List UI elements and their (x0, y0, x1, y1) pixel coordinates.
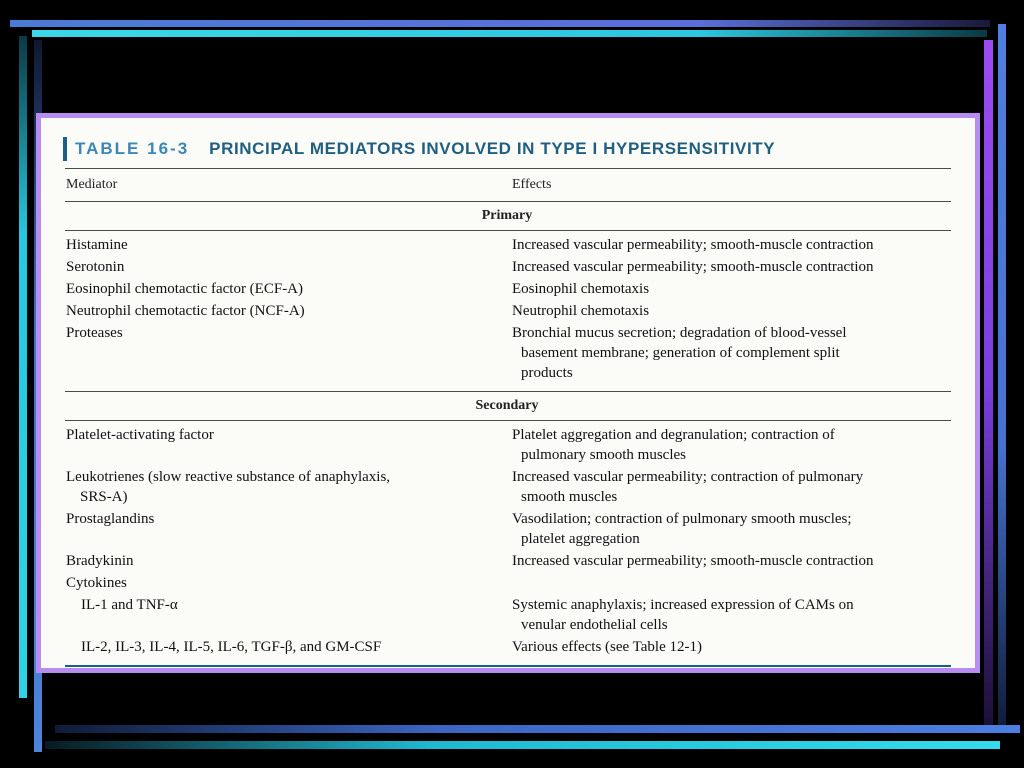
effects-line: products (521, 365, 573, 381)
title-accent-bar (63, 137, 67, 161)
effects-cell (512, 301, 951, 321)
mediator-line: IL-1 and TNF-α (81, 597, 178, 613)
table-title: PRINCIPAL MEDIATORS INVOLVED IN TYPE I HYPERSENSITIVITY (209, 139, 776, 158)
mediator-cell (63, 323, 512, 383)
effects-line: Neutrophil chemotaxis (512, 303, 650, 319)
mediator-line: Eosinophil chemotactic factor (ECF-A) (66, 281, 304, 297)
table-row (63, 595, 951, 635)
effects-line: Various effects (see Table 12-1) (512, 639, 702, 655)
mediator-line: Prostaglandins (66, 511, 155, 527)
mediator-cell (63, 467, 512, 507)
effects-line: Increased vascular permeability; smooth-muscle contraction (512, 553, 874, 569)
mediator-line: Leukotrienes (slow reactive substance of anaphylaxis, (66, 469, 391, 485)
mediator-cell (63, 235, 512, 255)
effects-cell (512, 257, 951, 277)
table-row (63, 323, 951, 383)
effects-cell (512, 573, 951, 593)
decorative-bar-bottom-cyan (45, 741, 1000, 749)
decorative-bar-right-purple (984, 40, 993, 730)
mediator-line: SRS-A) (80, 489, 128, 505)
effects-line: Systemic anaphylaxis; increased expression of CAMs on (512, 597, 854, 613)
header-effects: Effects (512, 177, 552, 192)
effects-line: Eosinophil chemotaxis (512, 281, 650, 297)
header-mediator: Mediator (66, 177, 118, 192)
effects-cell (512, 279, 951, 299)
effects-cell (512, 595, 951, 635)
mediator-cell (63, 573, 512, 593)
mediator-line: Platelet-activating factor (66, 427, 214, 443)
table-row (63, 301, 951, 321)
table-row (63, 235, 951, 255)
effects-line: Vasodilation; contraction of pulmonary smooth muscles; (512, 511, 852, 527)
table-row (63, 551, 951, 571)
effects-cell (512, 509, 951, 549)
effects-cell (512, 323, 951, 383)
effects-cell (512, 637, 951, 657)
table-title-row (63, 136, 951, 162)
effects-cell (512, 467, 951, 507)
table-number: TABLE 16-3 (75, 139, 190, 158)
effects-cell (512, 235, 951, 255)
table-row (63, 425, 951, 465)
table-row (63, 637, 951, 657)
effects-line: pulmonary smooth muscles (521, 447, 686, 463)
effects-line: Increased vascular permeability; smooth-muscle contraction (512, 259, 874, 275)
mediator-line: Histamine (66, 237, 128, 253)
mediator-line: Neutrophil chemotactic factor (NCF-A) (66, 303, 305, 319)
mediator-cell (63, 637, 512, 657)
column-headers (63, 169, 951, 201)
section-secondary-label: Secondary (475, 398, 539, 413)
secondary-rows (63, 421, 951, 665)
effects-line: Bronchial mucus secretion; degradation of blood-vessel (512, 325, 847, 341)
effects-line: basement membrane; generation of complement split (521, 345, 840, 361)
rule-bottom (65, 665, 951, 667)
decorative-bar-top-blue (10, 20, 990, 27)
decorative-bar-left-cyan (19, 36, 27, 698)
effects-line: Increased vascular permeability; contraction of pulmonary (512, 469, 864, 485)
mediator-line: IL-2, IL-3, IL-4, IL-5, IL-6, TGF-β, and GM-CSF (81, 639, 382, 655)
slide-panel (36, 113, 980, 673)
mediator-cell (63, 551, 512, 571)
effects-line: Increased vascular permeability; smooth-muscle contraction (512, 237, 874, 253)
mediator-cell (63, 595, 512, 635)
mediator-cell (63, 279, 512, 299)
mediator-cell (63, 425, 512, 465)
decorative-bar-bottom-blue (55, 725, 1020, 733)
mediator-cell (63, 301, 512, 321)
primary-rows (63, 231, 951, 391)
table-page (41, 118, 975, 668)
effects-line: platelet aggregation (521, 531, 640, 547)
decorative-bar-right-blue (998, 24, 1006, 730)
table-row (63, 279, 951, 299)
effects-cell (512, 425, 951, 465)
mediator-line: Bradykinin (66, 553, 134, 569)
mediator-cell (63, 509, 512, 549)
effects-line: Platelet aggregation and degranulation; contraction of (512, 427, 835, 443)
table-row (63, 509, 951, 549)
effects-line: smooth muscles (521, 489, 618, 505)
table-row (63, 257, 951, 277)
decorative-bar-top-cyan (32, 30, 987, 37)
mediator-line: Serotonin (66, 259, 125, 275)
effects-cell (512, 551, 951, 571)
table-row (63, 467, 951, 507)
table-row (63, 573, 951, 593)
mediator-line: Proteases (66, 325, 123, 341)
mediator-cell (63, 257, 512, 277)
section-primary-label: Primary (481, 208, 533, 223)
mediator-line: Cytokines (66, 575, 127, 591)
effects-line: venular endothelial cells (521, 617, 668, 633)
